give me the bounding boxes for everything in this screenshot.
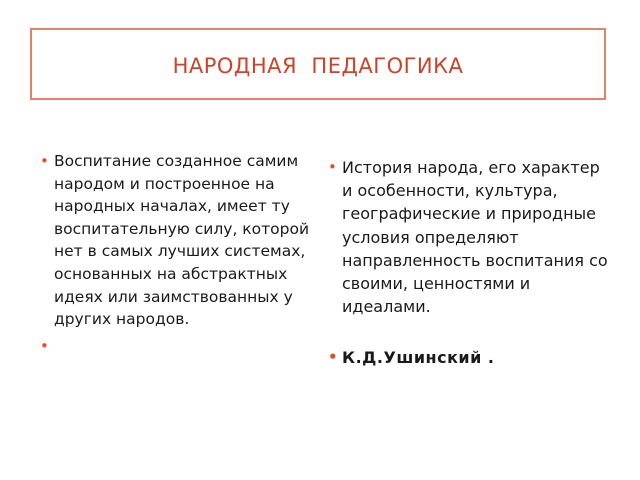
slide-title: НАРОДНАЯ ПЕДАГОГИКА — [172, 54, 464, 78]
left-item-text: Воспитание созданное самим народом и построенное на народных началах, имеет ту воспитательную силу, которой нет в самых лучших системах, основанных на абстрактных идеях или заимствованных у других народов. — [54, 152, 310, 329]
author-name: К.Д.Ушинский . — [342, 348, 495, 368]
bullet-icon: • — [328, 158, 337, 176]
right-bullet-item — [320, 156, 610, 318]
left-column — [32, 150, 314, 357]
bullet-icon: • — [40, 336, 49, 355]
bullet-icon: • — [328, 348, 339, 367]
title-box — [30, 28, 606, 100]
right-item-text: История народа, его характер и особенности, культура, географические и природные условия определяют направленность воспитания со своими, ценностями и идеалами. — [342, 158, 608, 317]
bullet-icon: • — [40, 152, 49, 170]
left-empty-bullet-item — [32, 337, 314, 357]
right-column — [320, 156, 610, 370]
left-bullet-item — [32, 150, 314, 331]
author-bullet-item — [320, 346, 610, 369]
